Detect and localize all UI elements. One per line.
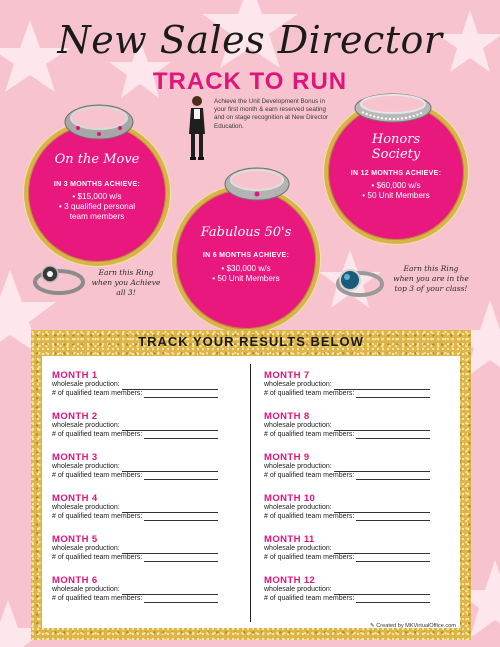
earn-note-line: top 3 of your class! <box>394 284 468 293</box>
month-title: MONTH 1 <box>52 370 98 381</box>
members-label: # of qualified team members: <box>52 553 143 561</box>
milestone-name: Honors <box>371 132 421 147</box>
wholesale-label: wholesale production: <box>52 545 120 552</box>
month-title: MONTH 4 <box>52 493 98 504</box>
credit-text: Created by MKVirtualOffice.com <box>376 623 456 629</box>
earn-note-line: when you are in the <box>393 274 469 283</box>
members-label: # of qualified team members: <box>264 594 355 602</box>
wholesale-label: wholesale production: <box>264 463 332 470</box>
tracker-heading: TRACK YOUR RESULTS BELOW <box>138 334 364 349</box>
month-title: MONTH 5 <box>52 534 98 545</box>
members-line <box>264 390 430 399</box>
members-line <box>264 595 430 604</box>
members-line <box>52 431 218 440</box>
month-entry <box>264 411 430 452</box>
milestone-name-2: Society <box>371 147 421 162</box>
members-label: # of qualified team members: <box>264 512 355 520</box>
members-field[interactable] <box>356 397 430 398</box>
months-column-left <box>52 370 218 616</box>
members-label: # of qualified team members: <box>264 471 355 479</box>
wholesale-line <box>52 422 218 431</box>
earn-note-left <box>88 268 164 298</box>
month-entry <box>52 534 218 575</box>
milestone-item: • 50 Unit Members <box>212 274 280 283</box>
month-entry <box>264 493 430 534</box>
members-line <box>52 390 218 399</box>
ring-icon <box>30 262 88 298</box>
ring-icon <box>222 160 292 204</box>
wholesale-label: wholesale production: <box>52 422 120 429</box>
wholesale-label: wholesale production: <box>52 381 120 388</box>
members-label: # of qualified team members: <box>52 471 143 479</box>
members-field[interactable] <box>356 438 430 439</box>
wholesale-label: wholesale production: <box>264 504 332 511</box>
members-line <box>52 472 218 481</box>
month-title: MONTH 3 <box>52 452 98 463</box>
members-label: # of qualified team members: <box>264 389 355 397</box>
wholesale-label: wholesale production: <box>264 422 332 429</box>
wholesale-line <box>52 381 218 390</box>
page-subtitle: TRACK TO RUN <box>152 68 348 95</box>
month-entry <box>52 452 218 493</box>
members-line <box>264 431 430 440</box>
members-line <box>52 595 218 604</box>
page-title: New Sales Director <box>57 18 443 62</box>
members-field[interactable] <box>356 602 430 603</box>
milestone-name: On the Move <box>54 152 140 167</box>
members-label: # of qualified team members: <box>52 430 143 438</box>
month-entry <box>264 370 430 411</box>
ring-icon <box>330 262 386 300</box>
milestone-name: Fabulous 50's <box>200 225 292 240</box>
milestone-item: • $15,000 w/s <box>72 192 122 201</box>
members-label: # of qualified team members: <box>52 594 143 602</box>
wholesale-line <box>264 504 430 513</box>
members-line <box>52 554 218 563</box>
month-title: MONTH 12 <box>264 575 316 586</box>
ring-icon <box>62 98 136 142</box>
milestone-item: • $30,000 w/s <box>221 264 271 273</box>
ring-icon <box>352 86 434 126</box>
milestone-item: • 3 qualified personal <box>58 202 136 211</box>
members-field[interactable] <box>144 561 218 562</box>
month-entry <box>52 370 218 411</box>
members-line <box>264 513 430 522</box>
month-title: MONTH 2 <box>52 411 98 422</box>
members-line <box>52 513 218 522</box>
earn-note-right <box>388 264 474 294</box>
members-label: # of qualified team members: <box>264 430 355 438</box>
month-title: MONTH 7 <box>264 370 310 381</box>
members-field[interactable] <box>356 479 430 480</box>
members-field[interactable] <box>356 520 430 521</box>
month-title: MONTH 9 <box>264 452 310 463</box>
month-entry <box>264 575 430 616</box>
tracker-panel <box>31 330 471 640</box>
month-entry <box>264 452 430 493</box>
wholesale-line <box>52 545 218 554</box>
wholesale-line <box>52 586 218 595</box>
members-field[interactable] <box>356 561 430 562</box>
wholesale-line <box>264 422 430 431</box>
members-line <box>264 472 430 481</box>
members-label: # of qualified team members: <box>264 553 355 561</box>
members-label: # of qualified team members: <box>52 512 143 520</box>
milestone-achieve: IN 12 MONTHS ACHIEVE: <box>350 170 442 177</box>
milestone-fabulous-50s <box>172 185 320 333</box>
tracker-sheet <box>42 356 460 628</box>
wholesale-line <box>264 381 430 390</box>
members-line <box>264 554 430 563</box>
members-field[interactable] <box>144 602 218 603</box>
intro-text: Achieve the Unit Development Bonus in your first month & earn reserved seating and on stage recognition at New Director Education. <box>214 98 329 130</box>
footer-credit <box>370 623 500 629</box>
members-label: # of qualified team members: <box>52 389 143 397</box>
milestone-item: team members <box>69 212 125 221</box>
pencil-icon: ✎ <box>370 623 375 629</box>
months-column-right <box>264 370 430 616</box>
wholesale-line <box>264 463 430 472</box>
month-title: MONTH 10 <box>264 493 316 504</box>
month-entry <box>52 575 218 616</box>
month-title: MONTH 11 <box>264 534 315 545</box>
wholesale-label: wholesale production: <box>52 504 120 511</box>
milestone-achieve: IN 3 MONTHS ACHIEVE: <box>53 181 141 188</box>
month-entry <box>264 534 430 575</box>
column-divider <box>250 364 251 622</box>
earn-note-line: when you Achieve <box>91 278 161 287</box>
milestone-achieve: IN 6 MONTHS ACHIEVE: <box>202 252 290 259</box>
milestone-item: • 50 Unit Members <box>362 191 430 200</box>
month-entry <box>52 411 218 452</box>
milestone-item: • $60,000 w/s <box>371 181 421 190</box>
members-field[interactable] <box>144 520 218 521</box>
month-title: MONTH 8 <box>264 411 310 422</box>
earn-note-line: all 3! <box>116 288 136 297</box>
wholesale-line <box>52 504 218 513</box>
earn-note-line: Earn this Ring <box>403 264 459 273</box>
wholesale-label: wholesale production: <box>52 463 120 470</box>
members-field[interactable] <box>144 479 218 480</box>
members-field[interactable] <box>144 397 218 398</box>
wholesale-line <box>264 545 430 554</box>
wholesale-label: wholesale production: <box>264 545 332 552</box>
wholesale-label: wholesale production: <box>52 586 120 593</box>
month-entry <box>52 493 218 534</box>
woman-figure-icon <box>184 94 210 162</box>
month-title: MONTH 6 <box>52 575 98 586</box>
wholesale-line <box>264 586 430 595</box>
wholesale-label: wholesale production: <box>264 586 332 593</box>
wholesale-label: wholesale production: <box>264 381 332 388</box>
wholesale-line <box>52 463 218 472</box>
earn-note-line: Earn this Ring <box>98 268 154 277</box>
members-field[interactable] <box>144 438 218 439</box>
